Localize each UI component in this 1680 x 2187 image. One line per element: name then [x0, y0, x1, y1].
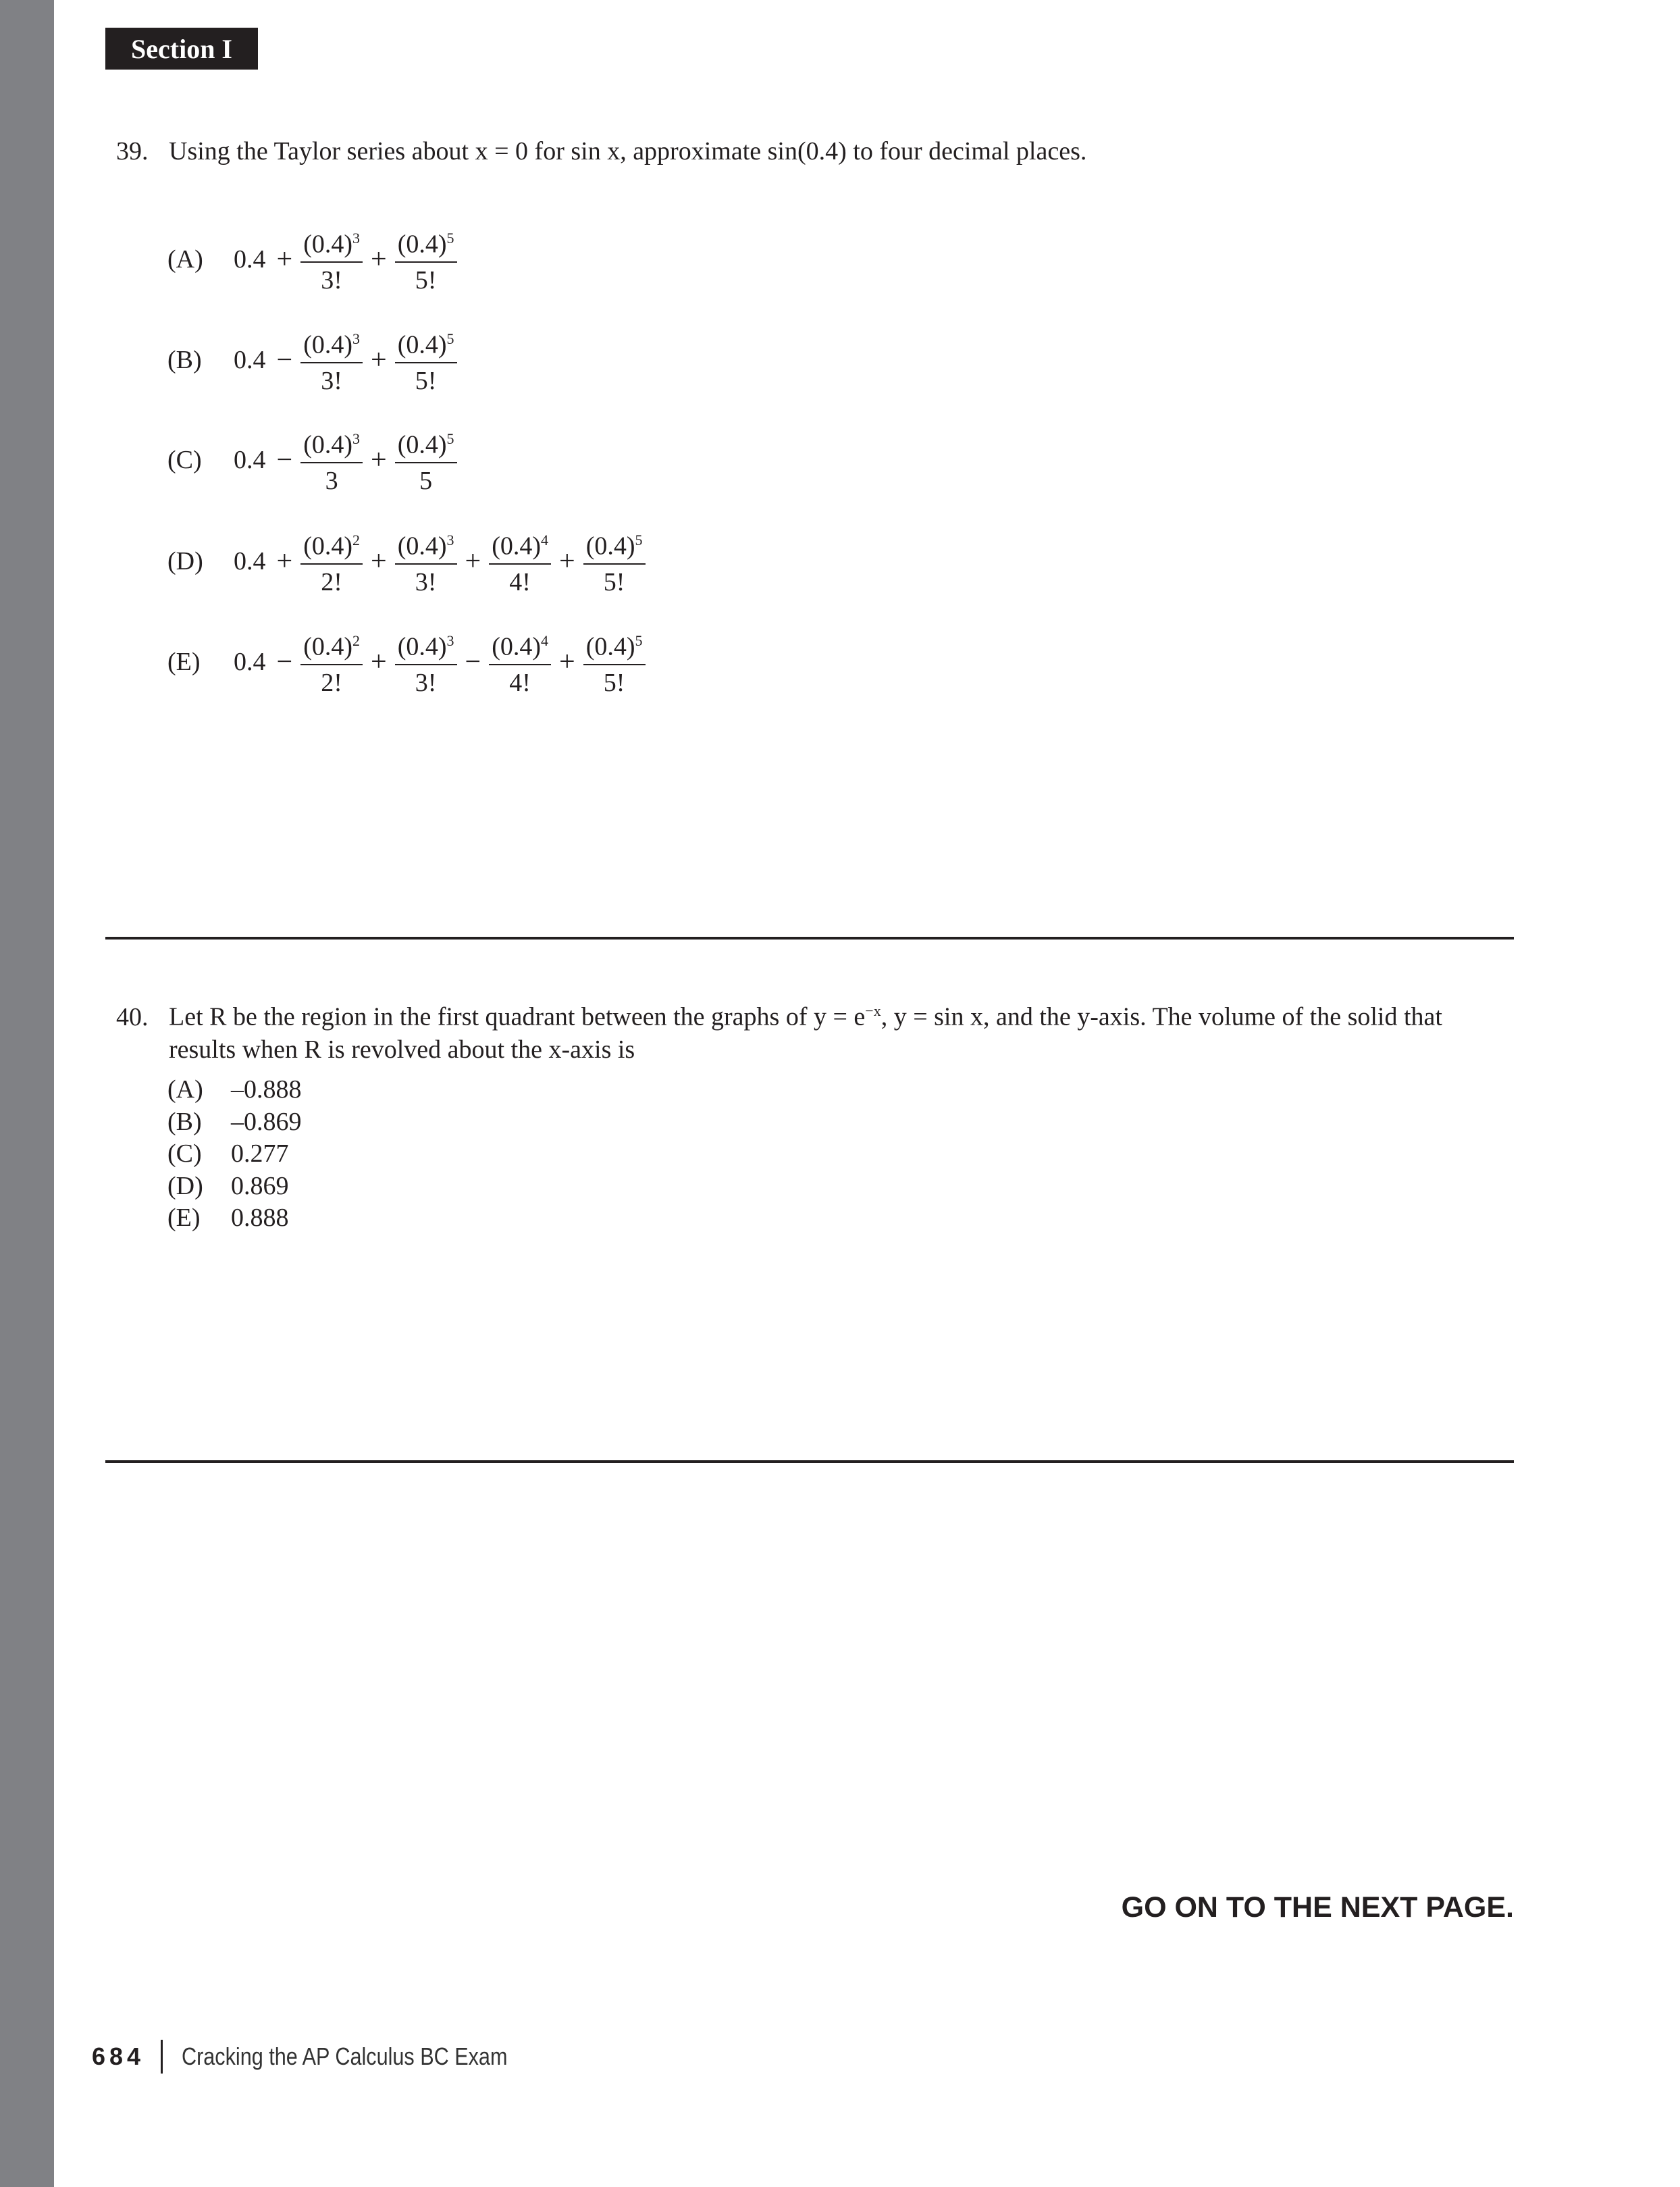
lead-term: 0.4: [234, 547, 266, 575]
fraction: [298, 426, 365, 495]
exponent: 5: [446, 229, 454, 247]
exponent: −x: [865, 1002, 881, 1019]
fraction: [392, 527, 460, 596]
base: (0.4): [397, 532, 447, 561]
question-text-2: results when R is revolved about the x-axis is: [169, 1035, 635, 1064]
answer-choice: [167, 219, 460, 300]
answer-choices: [167, 1074, 302, 1235]
fraction: [298, 627, 365, 697]
answer-choice: [167, 1106, 302, 1139]
fraction: [486, 627, 554, 697]
operator: +: [276, 244, 293, 275]
choice-letter: (A): [167, 1075, 203, 1104]
operator: +: [465, 546, 481, 577]
fraction: [581, 627, 648, 697]
denominator: 5!: [603, 669, 625, 698]
operator: +: [371, 444, 387, 475]
divider: [105, 1460, 1514, 1463]
fraction: [392, 426, 460, 495]
answer-choice: [167, 1170, 302, 1203]
footer: [92, 2040, 565, 2074]
choice-letter: (B): [167, 346, 202, 374]
base: (0.4): [397, 230, 447, 259]
denominator: 3: [325, 467, 338, 496]
answer-choice: [167, 521, 648, 602]
fraction: [486, 527, 554, 596]
numerator: [395, 225, 457, 263]
base: (0.4): [585, 532, 635, 561]
denominator: 2!: [321, 568, 342, 597]
lead-term: 0.4: [234, 245, 266, 274]
numerator: [300, 326, 363, 364]
exponent: 2: [352, 632, 360, 649]
lead-term: 0.4: [234, 446, 266, 474]
base: (0.4): [397, 330, 447, 359]
numerator: [489, 527, 551, 565]
question-text: Using the Taylor series about x = 0 for sin x, approximate sin(0.4) to four decimal places.: [169, 137, 1087, 165]
page-edge-bar: [0, 0, 54, 2187]
answer-choice: [167, 319, 460, 401]
denominator: 2!: [321, 669, 342, 698]
exponent: 5: [446, 330, 454, 347]
denominator: 5!: [603, 568, 625, 597]
denominator: 3!: [415, 568, 437, 597]
denominator: 5!: [415, 266, 437, 295]
exponent: 3: [446, 632, 454, 649]
answer-choice: [167, 1138, 302, 1170]
denominator: 3!: [321, 266, 342, 295]
exponent: 3: [352, 229, 360, 247]
numerator: [395, 326, 457, 364]
numerator: [300, 225, 363, 263]
operator: +: [371, 546, 387, 577]
choice-letter: (B): [167, 1107, 202, 1136]
answer-choice: [167, 419, 460, 500]
footer-divider: [161, 2040, 163, 2074]
exponent: 3: [352, 330, 360, 347]
denominator: 4!: [509, 669, 531, 698]
operator: −: [465, 646, 481, 677]
choice-letter: (C): [167, 1139, 202, 1168]
choice-letter: (A): [167, 245, 203, 274]
numerator: [395, 627, 457, 666]
operator: +: [371, 244, 387, 275]
operator: −: [276, 646, 293, 677]
choice-letter: (E): [167, 648, 201, 676]
numerator: [300, 426, 363, 464]
base: (0.4): [585, 632, 635, 661]
fraction: [298, 527, 365, 596]
choice-value: 0.888: [231, 1204, 289, 1232]
operator: −: [276, 444, 293, 475]
numerator: [395, 426, 457, 464]
divider: [105, 937, 1514, 940]
fraction: [298, 326, 365, 395]
question-39: [116, 135, 1086, 168]
choice-letter: (C): [167, 446, 202, 474]
base: (0.4): [397, 430, 447, 459]
choice-value: –0.869: [231, 1107, 302, 1136]
question-text-1b: , y = sin x, and the y-axis. The volume of the solid that: [881, 1002, 1442, 1031]
book-title: Cracking the AP Calculus BC Exam: [182, 2042, 508, 2070]
operator: +: [559, 546, 575, 577]
operator: +: [559, 646, 575, 677]
denominator: 5: [419, 467, 433, 496]
fraction: [298, 225, 365, 294]
base: (0.4): [492, 532, 541, 561]
base: (0.4): [303, 330, 352, 359]
page-number: 684: [92, 2042, 145, 2070]
next-page-notice: GO ON TO THE NEXT PAGE.: [1121, 1891, 1514, 1924]
numerator: [583, 627, 646, 666]
question-text-1: Let R be the region in the first quadrant between the graphs of y = e: [169, 1002, 866, 1031]
answer-choice: [167, 621, 648, 702]
fraction: [581, 527, 648, 596]
base: (0.4): [303, 230, 352, 259]
answer-choice: [167, 1074, 302, 1106]
base: (0.4): [303, 430, 352, 459]
choice-value: –0.888: [231, 1075, 302, 1104]
question-number: 40.: [116, 1002, 149, 1031]
numerator: [583, 527, 646, 565]
choice-letter: (D): [167, 1171, 203, 1200]
exponent: 3: [352, 430, 360, 447]
base: (0.4): [397, 632, 447, 661]
choice-value: 0.277: [231, 1139, 289, 1168]
fraction: [392, 326, 460, 395]
fraction: [392, 225, 460, 294]
fraction: [392, 627, 460, 697]
exponent: 2: [352, 531, 360, 548]
exponent: 3: [446, 531, 454, 548]
base: (0.4): [492, 632, 541, 661]
choice-letter: (D): [167, 547, 203, 575]
denominator: 3!: [415, 669, 437, 698]
choice-letter: (E): [167, 1204, 201, 1232]
question-number: 39.: [116, 137, 149, 165]
numerator: [300, 627, 363, 666]
operator: −: [276, 344, 293, 376]
denominator: 3!: [321, 367, 342, 396]
operator: +: [371, 344, 387, 376]
operator: +: [276, 546, 293, 577]
lead-term: 0.4: [234, 346, 266, 374]
denominator: 4!: [509, 568, 531, 597]
exponent: 4: [541, 531, 548, 548]
numerator: [395, 527, 457, 565]
denominator: 5!: [415, 367, 437, 396]
base: (0.4): [303, 532, 352, 561]
exponent: 4: [541, 632, 548, 649]
lead-term: 0.4: [234, 648, 266, 676]
exponent: 5: [446, 430, 454, 447]
numerator: [300, 527, 363, 565]
numerator: [489, 627, 551, 666]
choice-value: 0.869: [231, 1171, 289, 1200]
base: (0.4): [303, 632, 352, 661]
exponent: 5: [635, 632, 643, 649]
question-40: [116, 995, 1442, 1066]
answer-choice: [167, 1202, 302, 1235]
exponent: 5: [635, 531, 643, 548]
section-label: Section I: [105, 28, 258, 70]
operator: +: [371, 646, 387, 677]
